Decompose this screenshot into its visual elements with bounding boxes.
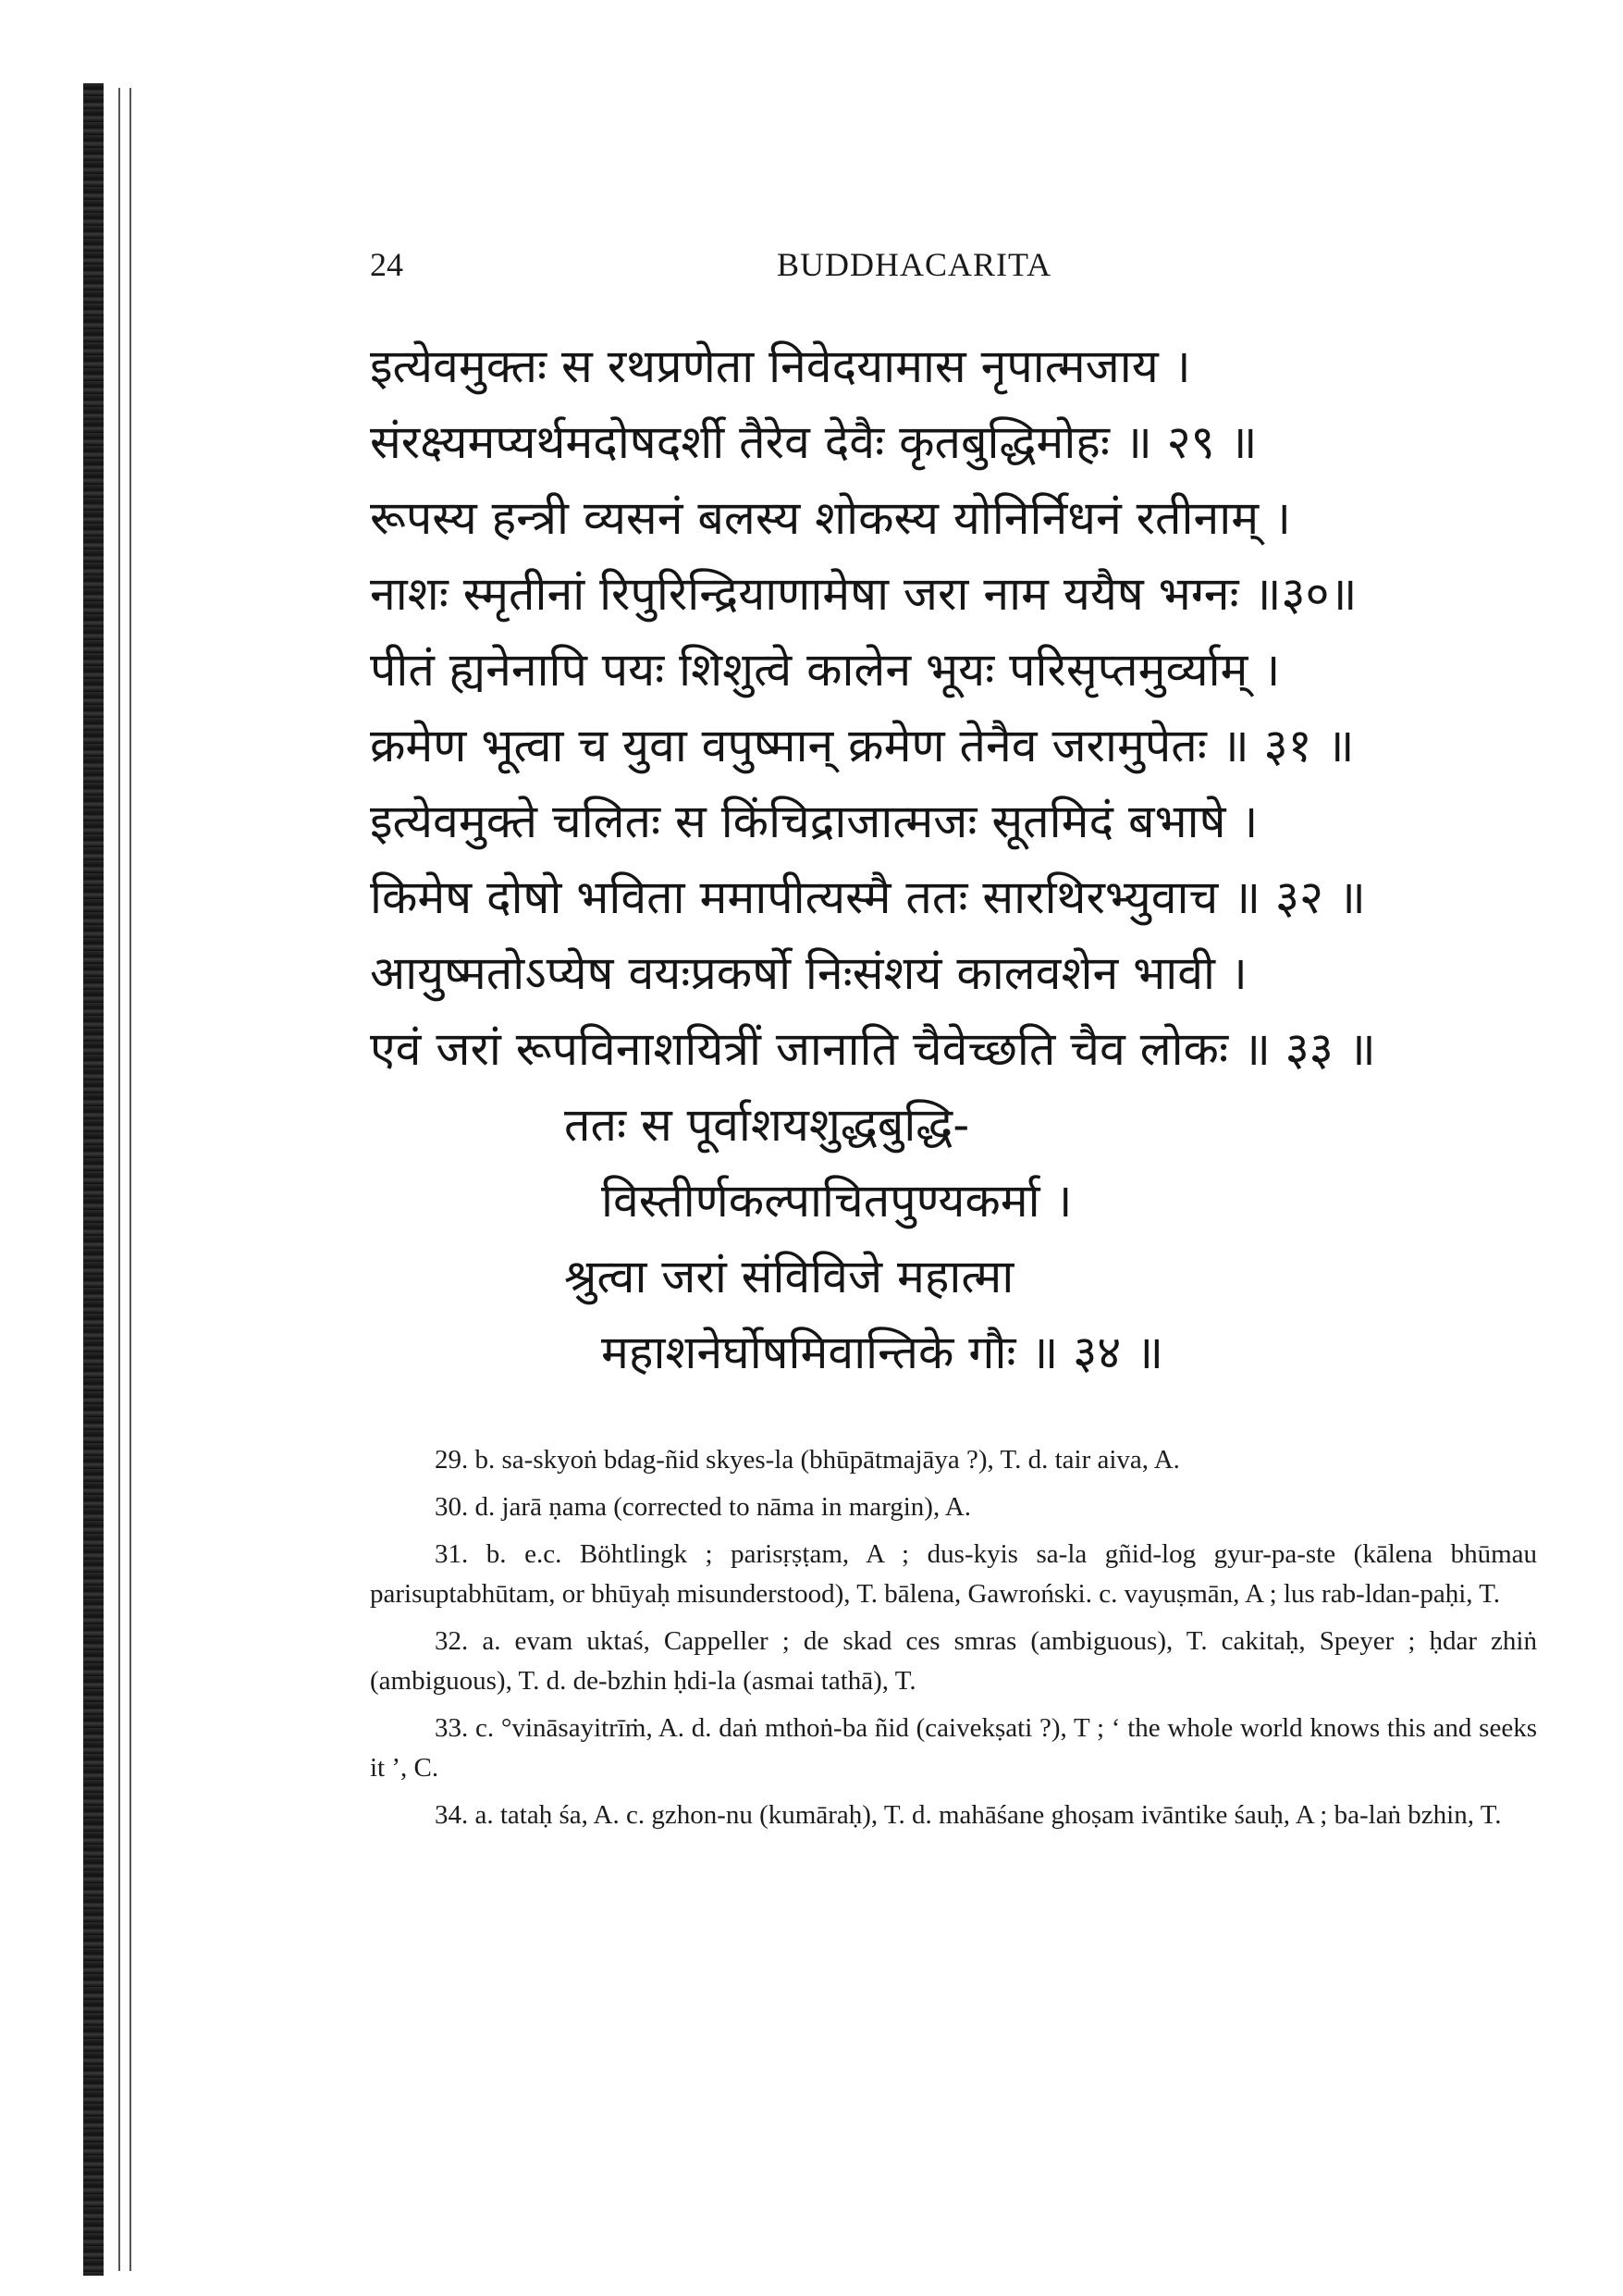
binding-line <box>129 88 131 2271</box>
verse-line: संरक्ष्यमप्यर्थमदोषदर्शी तैरेव देवैः कृतबुद्धिमोहः ॥ २९ ॥ <box>370 415 1258 469</box>
verse-34-line: ततः स पूर्वाशयशुद्धबुद्धि- <box>564 1098 970 1152</box>
verse-line: पीतं ह्यनेनापि पयः शिशुत्वे कालेन भूयः परिसृप्तमुर्व्याम् । <box>370 643 1281 697</box>
note-32: 32. a. evam uktaś, Cappeller ; de skad ces smras (ambiguous), T. cakitaḥ, Speyer ; ḥdar zhiṅ (ambiguous), T. d. de-bzhin ḥdi-la (asmai tathā), T. <box>370 1626 1537 1696</box>
verse-line: रूपस्य हन्त्री व्यसनं बलस्य शोकस्य योनिर्निधनं रतीनाम् । <box>370 491 1291 545</box>
sanskrit-verses <box>370 328 1544 1390</box>
verse-line: एवं जरां रूपविनाशयित्रीं जानाति चैवेच्छति चैव लोकः ॥ ३३ ॥ <box>370 1022 1376 1076</box>
note-31: 31. b. e.c. Böhtlingk ; parisṛṣṭam, A ; dus-kyis sa-la gñid-log gyur-pa-ste (kālena bhūmau parisuptabhūtam, or bhūyaḥ misunderstood), T. bālena, Gawroński. c. vayuṣmān, A ; lus rab-ldan-paḥi, T. <box>370 1539 1537 1609</box>
note-30: 30. d. jarā ṇama (corrected to nāma in margin), A. <box>435 1492 972 1522</box>
running-title: BUDDHACARITA <box>777 246 1052 283</box>
critical-notes <box>370 1440 1537 1835</box>
note-34: 34. a. tataḥ śa, A. c. gzhon-nu (kumāraḥ), T. d. mahāśane ghoṣam ivāntike śauḥ, A ; ba-laṅ bzhin, T. <box>435 1800 1502 1830</box>
book-page <box>370 236 1544 1843</box>
page-number: 24 <box>370 246 403 283</box>
verse-34-line: विस्तीर्णकल्पाचितपुण्यकर्मा । <box>601 1174 1073 1228</box>
page-header <box>370 236 1544 291</box>
binding-line <box>118 88 120 2271</box>
verse-34-line: श्रुत्वा जरां संविविजे महात्मा <box>564 1250 1014 1303</box>
verse-34-line: महाशनेर्घोषमिवान्तिके गौः ॥ ३४ ॥ <box>601 1326 1164 1379</box>
verse-line: किमेष दोषो भविता ममापीत्यस्मै ततः सारथिरभ्युवाच ॥ ३२ ॥ <box>370 870 1366 924</box>
verse-line: क्रमेण भूत्वा च युवा वपुष्मान् क्रमेण तेनैव जरामुपेतः ॥ ३१ ॥ <box>370 719 1355 772</box>
binding-gutter <box>83 83 104 2276</box>
note-33: 33. c. °vināsayitrīṁ, A. d. daṅ mthoṅ-ba ñid (caivekṣati ?), T ; ‘ the whole world knows this and seeks it ’, C. <box>370 1713 1537 1783</box>
verse-line: इत्येवमुक्ते चलितः स किंचिद्राजात्मजः सूतमिदं बभाषे । <box>370 795 1259 848</box>
verse-line: आयुष्मतोऽप्येष वयःप्रकर्षो निःसंशयं कालवशेन भावी । <box>370 946 1248 1000</box>
verse-line: नाशः स्मृतीनां रिपुरिन्द्रियाणामेषा जरा नाम ययैष भग्नः ॥३०॥ <box>370 567 1358 621</box>
note-29: 29. b. sa-skyoṅ bdag-ñid skyes-la (bhūpātmajāya ?), T. d. tair aiva, A. <box>435 1445 1180 1475</box>
verse-line: इत्येवमुक्तः स रथप्रणेता निवेदयामास नृपात्मजाय । <box>370 339 1191 393</box>
